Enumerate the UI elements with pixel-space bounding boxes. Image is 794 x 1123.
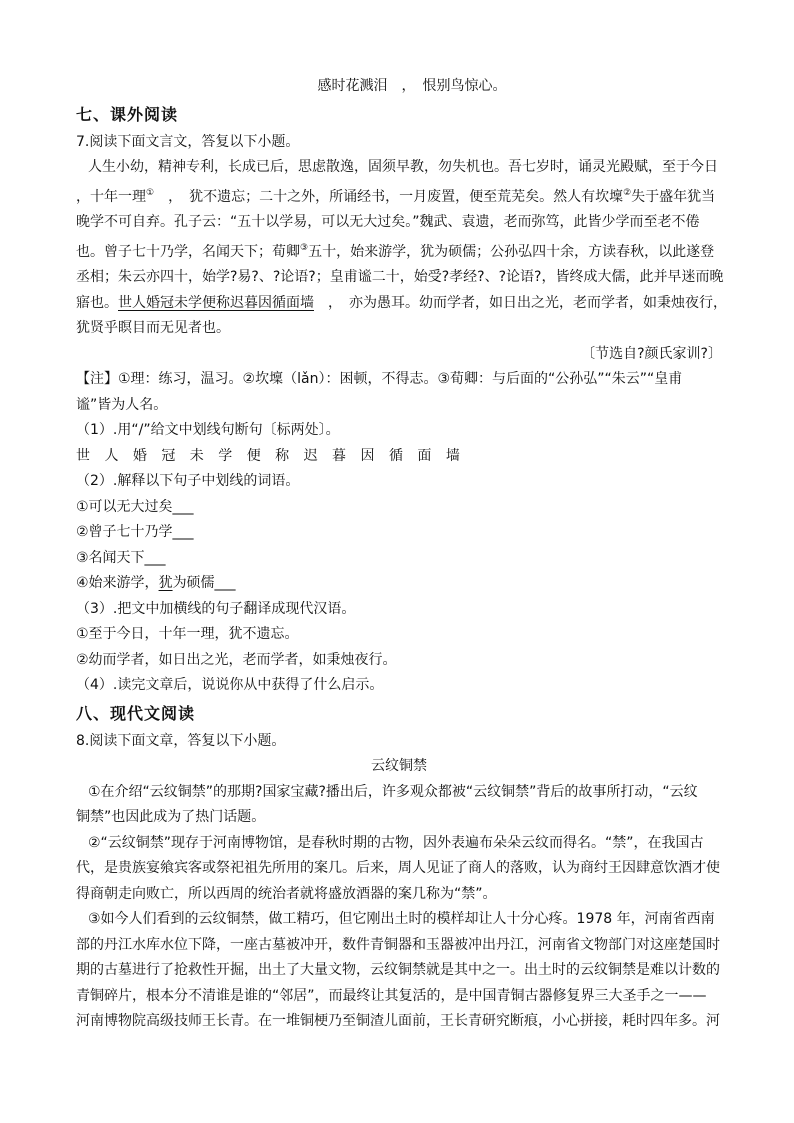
- text: 五十，始来游学，犹为硕儒；公孙弘四十余，方读春秋，以此遂登: [308, 243, 715, 260]
- sub-question-1: （1）.用“/”给文中划线句断句〔标两处〕。: [76, 422, 340, 438]
- article-line: 青铜碎片，根本分不清谁是谁的“邻居”，而最终让其复活的，是中国青铜古器修复界三大圣手之一——: [76, 987, 707, 1004]
- text: 也。曾子七十乃学，名闻天下；荀卿: [76, 243, 300, 260]
- sub2-item: [76, 571, 722, 597]
- q8-prompt: 8.阅读下面文章，答复以下小题。: [76, 732, 286, 749]
- sub2-item: ①可以无大过矣___: [76, 498, 194, 515]
- poem-line: 感时花溅泪 ， 恨别鸟惊心。: [317, 78, 507, 94]
- sub2-item: ③名闻天下___: [76, 549, 166, 566]
- article-line: 期的古墓进行了抢救性开掘，出土了大量文物，云纹铜禁就是其中之一。出土时的云纹铜禁是难以计数的: [76, 962, 720, 978]
- article-line: 代，是贵族宴飨宾客或祭祀祖先所用的案几。后来，周人见证了商人的落败，认为商纣王因肆意饮酒才使: [76, 860, 720, 876]
- passage-line: 犹贤乎瞑目而无见者也。: [76, 320, 230, 336]
- article-line: ①在介绍“云纹铜禁”的那期?国家宝藏?播出后，许多观众都被“云纹铜禁”背后的故事所打动，“云纹: [88, 783, 698, 800]
- sub3-item: ①至于今日，十年一理，犹不遗忘。: [76, 626, 299, 642]
- footnote-mark: ②: [623, 187, 632, 198]
- section7-title: 七、课外阅读: [76, 104, 179, 124]
- article-title: 云纹铜禁: [371, 758, 427, 774]
- text: ④始来游学，: [76, 575, 159, 591]
- footnote-mark: ③: [300, 242, 309, 253]
- source-citation: 〔节选自?颜氏家训?〕: [581, 345, 722, 362]
- text: 为硕儒___: [172, 575, 236, 591]
- q7-prompt: 7.阅读下面文言文，答复以下小题。: [76, 133, 300, 150]
- sentence-chars: 世 人 婚 冠 未 学 便 称 迟 暮 因 循 面 墙: [76, 447, 465, 464]
- underlined-word: 犹: [158, 575, 173, 591]
- text: 失于盛年犹当: [631, 188, 716, 205]
- article-line: 部的丹江水库水位下降，一座古墓被冲开，数件青铜器和玉器被冲出丹江，河南省文物部门对这座楚国时: [76, 936, 720, 953]
- sub-question-2: （2）.解释以下句子中划线的词语。: [76, 473, 300, 489]
- modern-article: [76, 780, 722, 1035]
- footnote-mark: ①: [146, 187, 155, 198]
- passage-line: 人生小幼，精神专利，长成已后，思虑散逸，固须早教，勿失机也。吾七岁时，诵灵光殿赋，至于今日: [88, 159, 718, 175]
- passage-line: [76, 181, 722, 211]
- passage-line: 晚学不可自弃。孔子云：“五十以学易，可以无大过矣。”魏武、袁遗，老而弥笃，此皆少学而至老不倦: [76, 214, 700, 230]
- document-page: [76, 74, 727, 1035]
- passage-line: [76, 236, 722, 266]
- text: 寤也。: [76, 294, 118, 311]
- passage-line: 丞相；朱云亦四十，始学?易?、?论语?；皇甫谧二十，始受?孝经?、?论语?，皆终成大儒，此并早迷而晚: [76, 269, 724, 285]
- article-line: ③如今人们看到的云纹铜禁，做工精巧，但它刚出土时的模样却让人十分心疼。1978 年，河南省西南: [88, 911, 715, 927]
- article-line: 铜禁”也因此成为了热门话题。: [76, 809, 266, 825]
- section8-title: 八、现代文阅读: [76, 703, 196, 723]
- text: ，十年一理: [76, 188, 146, 205]
- sub2-item: ②曾子七十乃学___: [76, 524, 194, 540]
- text: ， 犹不遗忘；二十之外，所诵经书，一月废置，便至荒芜矣。然人有坎壈: [154, 188, 624, 205]
- article-line: ②“云纹铜禁”现存于河南博物馆，是春秋时期的古物，因外表遍布朵朵云纹而得名。“禁”，在我国古: [88, 834, 704, 851]
- sub3-item: ②幼而学者，如日出之光，老而学者，如秉烛夜行。: [76, 651, 397, 668]
- underlined-sentence: 世人婚冠未学便称迟暮因循面墙: [118, 294, 314, 311]
- article-line: 河南博物院高级技师王长青。在一堆铜梗乃至铜渣儿面前，王长青研究断痕，小心拼接，耗时四年多。河: [76, 1013, 720, 1029]
- notes-line: 【注】①理：练习，温习。②坎壈（lǎn）：困顿，不得志。③荀卿：与后面的“公孙弘”“朱云”“皇甫: [76, 371, 683, 387]
- text: ， 亦为愚耳。幼而学者，如日出之光，老而学者，如秉烛夜行，: [314, 294, 727, 311]
- classical-passage: [76, 155, 727, 342]
- sub-question-3: （3）.把文中加横线的句子翻译成现代汉语。: [76, 600, 356, 617]
- article-line: 得商朝走向败亡，所以西周的统治者就将盛放酒器的案几称为“禁”。: [76, 885, 497, 902]
- passage-line: [76, 291, 727, 317]
- sub-question-4: （4）.读完文章后，说说你从中获得了什么启示。: [76, 677, 384, 693]
- notes-line: 谧”皆为人名。: [76, 396, 168, 413]
